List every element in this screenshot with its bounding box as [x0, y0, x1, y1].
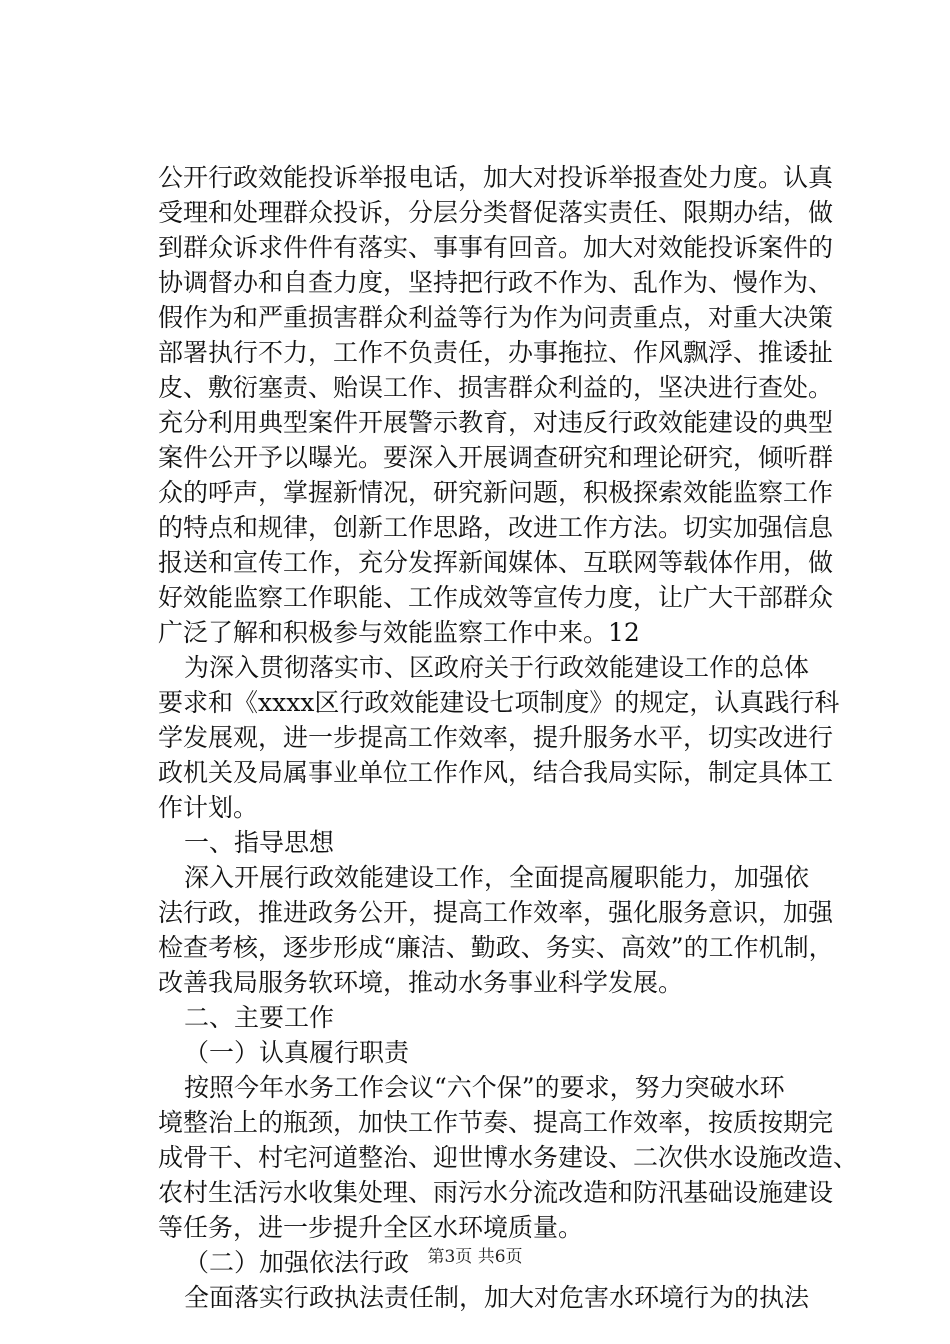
- text-line: 好效能监察工作职能、工作成效等宣传力度，让广大干部群众: [158, 583, 834, 612]
- paragraph-start-line: 全面落实行政执法责任制，加大对危害水环境行为的执法: [184, 1283, 810, 1312]
- text-line: 作计划。: [158, 793, 259, 822]
- text-line: 的特点和规律，创新工作思路，改进工作方法。切实加强信息: [158, 513, 834, 542]
- text-line: 法行政，推进政务公开，提高工作效率，强化服务意识，加强: [158, 898, 834, 927]
- text-line: 充分利用典型案件开展警示教育，对违反行政效能建设的典型: [158, 408, 834, 437]
- text-line: 境整治上的瓶颈，加快工作节奏、提高工作效率，按质按期完: [158, 1108, 834, 1137]
- paragraph-start-line: 深入开展行政效能建设工作，全面提高履职能力，加强依: [184, 863, 810, 892]
- text-line: 报送和宣传工作，充分发挥新闻媒体、互联网等载体作用，做: [158, 548, 834, 577]
- text-line: 受理和处理群众投诉，分层分类督促落实责任、限期办结，做: [158, 198, 834, 227]
- paragraph-start-line: 为深入贯彻落实市、区政府关于行政效能建设工作的总体: [184, 653, 810, 682]
- text-line: 改善我局服务软环境，推动水务事业科学发展。: [158, 968, 684, 997]
- subsection-heading: （二）加强依法行政: [184, 1248, 410, 1277]
- text-line: 假作为和严重损害群众利益等行为作为问责重点，对重大决策: [158, 303, 834, 332]
- subsection-heading: （一）认真履行职责: [184, 1038, 410, 1067]
- text-line: 等任务，进一步提升全区水环境质量。: [158, 1213, 584, 1242]
- text-line: 案件公开予以曝光。要深入开展调查研究和理论研究，倾听群: [158, 443, 834, 472]
- text-line: 学发展观，进一步提高工作效率，提升服务水平，切实改进行: [158, 723, 834, 752]
- text-line: 公开行政效能投诉举报电话，加大对投诉举报查处力度。认真: [158, 163, 834, 192]
- text-line: 广泛了解和积极参与效能监察工作中来。12: [158, 618, 640, 647]
- text-line: 政机关及局属事业单位工作作风，结合我局实际，制定具体工: [158, 758, 834, 787]
- text-line: 要求和《xxxx区行政效能建设七项制度》的规定，认真践行科: [158, 688, 840, 717]
- section-heading: 二、主要工作: [184, 1003, 335, 1032]
- text-line: 农村生活污水收集处理、雨污水分流改造和防汛基础设施建设: [158, 1178, 834, 1207]
- text-line: 到群众诉求件件有落实、事事有回音。加大对效能投诉案件的: [158, 233, 834, 262]
- text-line: 检查考核，逐步形成“廉洁、勤政、务实、高效”的工作机制，: [158, 933, 834, 962]
- paragraph-start-line: 按照今年水务工作会议“六个保”的要求，努力突破水环: [184, 1073, 785, 1102]
- text-line: 成骨干、村宅河道整治、迎世博水务建设、二次供水设施改造、: [158, 1143, 859, 1172]
- text-line: 众的呼声，掌握新情况，研究新问题，积极探索效能监察工作: [158, 478, 834, 507]
- text-line: 部署执行不力，工作不负责任，办事拖拉、作风飘浮、推诿扯: [158, 338, 834, 367]
- text-line: 协调督办和自查力度，坚持把行政不作为、乱作为、慢作为、: [158, 268, 834, 297]
- text-line: 皮、敷衍塞责、贻误工作、损害群众利益的，坚决进行查处。: [158, 373, 834, 402]
- section-heading: 一、指导思想: [184, 828, 335, 857]
- page-number-footer: 第3页 共6页: [427, 1247, 523, 1267]
- document-body: [158, 160, 859, 1315]
